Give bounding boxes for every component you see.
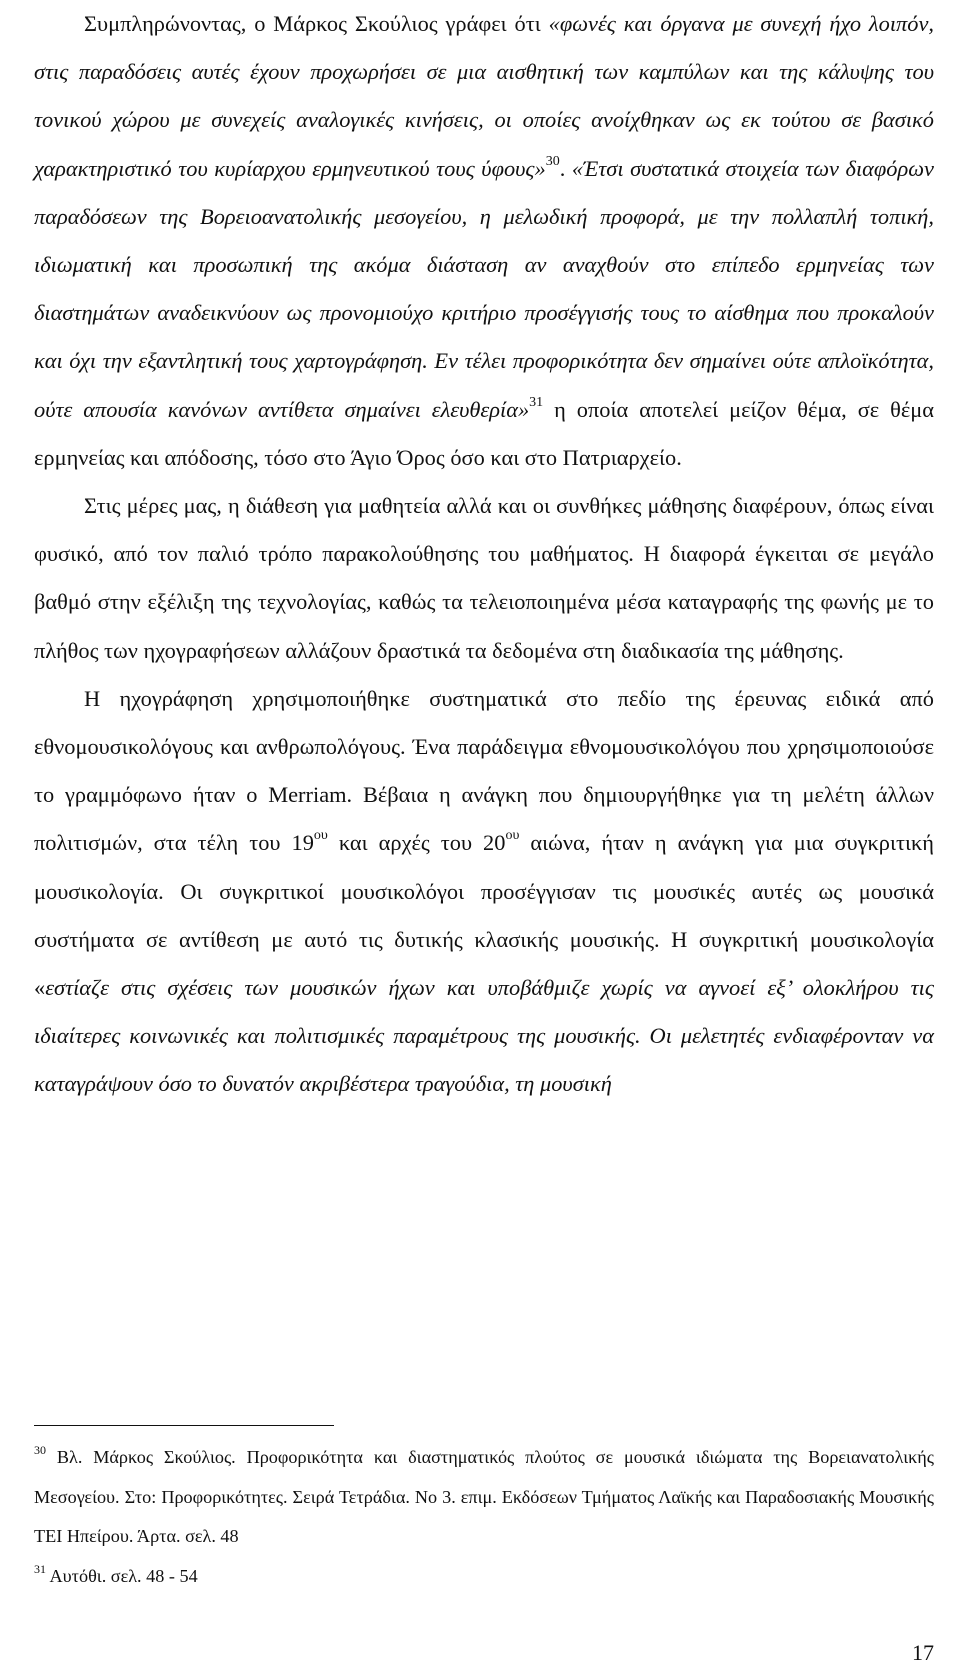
paragraph-2 [34,482,934,675]
ordinal-suffix: ου [313,828,328,844]
text-run: Συμπληρώνοντας, ο Μάρκος Σκούλιος γράφει ότι [84,11,549,36]
footnote-number: 31 [34,1561,46,1576]
quote-comparative-musicology: εστίαζε στις σχέσεις των μουσικών ήχων και υποβάθμιζε χωρίς να αγνοεί εξ’ ολοκλήρου τις ιδιαίτερες κοινωνικές και πολιτισμικές παραμέτρους της μουσικής. Οι μελετητές ενδιαφέρονταν να καταγράψουν όσο το δυνατόν ακριβέστερα τραγούδια, τη μουσική [34,975,934,1097]
page-number: 17 [912,1640,934,1665]
quote-skoulios-part2: «Έτσι συστατικά στοιχεία των διαφόρων παραδόσεων της Βορειοανατολικής μεσογείου, η μελωδική προφορά, με την πολλαπλή τοπική, ιδιωματική και προσωπική της ακόμα διάσταση αν αναχθούν στο επίπεδο ερμηνείας των διαστημάτων αναδεικνύουν ως προνομιούχο κριτήριο προσέγγισής τους το αίσθημα που προκαλούν και όχι την εξαντλητική τους χαρτογράφηση. Εν τέλει προφορικότητα δεν σημαίνει ούτε απλοϊκότητα, ούτε απουσία κανόνων αντίθετα σημαίνει ελευθερία» [34,155,934,422]
quote-skoulios-part1: «φωνές και όργανα με συνεχή ήχο λοιπόν, στις παραδόσεις αυτές έχουν προχωρήσει σε μια αισθητική των καμπύλων και της κάλυψης του τονικού χώρου με συνεχείς αναλογικές κινήσεις, οι οποίες ανοίχθηκαν ως εκ τούτου σε βασικό χαρακτηριστικό του κυρίαρχου ερμηνευτικού τους ύφους» [34,11,934,181]
ordinal-suffix: ου [505,828,520,844]
text-run: Στις μέρες μας, η διάθεση για μαθητεία αλλά και οι συνθήκες μάθησης διαφέρουν, όπως είναι φυσικό, από τον παλιό τρόπο παρακολούθησης του μαθήματος. Η διαφορά έγκειται σε μεγάλο βαθμό στην εξέλιξη της τεχνολογίας, καθώς τα τελειοποιημένα μέσα καταγραφής της φωνής με το πλήθος των ηχογραφήσεων αλλάζουν δραστικά τα δεδομένα στη διαδικασία της μάθησης. [34,493,934,663]
text-run: . [559,155,572,181]
footnote-text: Αυτόθι. σελ. 48 - 54 [49,1565,198,1586]
footnote-number: 30 [34,1443,46,1457]
footnote-separator [34,1425,334,1426]
footnote-ref-31[interactable]: 31 [529,394,544,410]
footnote-30 [34,1438,934,1557]
text-run: Η ηχογράφηση χρησιμοποιήθηκε συστηματικά στο πεδίο της έρευνας ειδικά από εθνομουσικολόγους και ανθρωπολόγους. Ένα παράδειγμα εθνομουσικολόγου που χρησιμοποιούσε το γραμμόφωνο ήταν ο Merriam. Βέβαια η ανάγκη που δημιουργήθηκε για τη μελέτη άλλων πολιτισμών, στα τέλη του 19 [34,685,934,856]
footnote-ref-30[interactable]: 30 [545,153,560,169]
footnote-text: Βλ. Μάρκος Σκούλιος. Προφορικότητα και διαστηματικός πλούτος σε μουσικά ιδιώματα της Βορειανατολικής Μεσογείου. Στο: Προφορικότητες. Σειρά Τετράδια. Νο 3. επιμ. Εκδόσεων Τμήματος Λαϊκής και Παραδοσιακής Μουσικής ΤΕΙ Ηπείρου. Άρτα. σελ. 48 [34,1447,934,1546]
text-run: και αρχές του 20 [327,830,506,856]
paragraph-3 [34,675,934,1109]
footnotes [34,1438,934,1596]
body-text [34,0,934,1109]
text-run: αιώνα, ήταν η ανάγκη για μια συγκριτική μουσικολογία. Οι συγκριτικοί μουσικολόγοι προσέγγισαν τις μουσικές αυτές ως μουσικά συστήματα σε αντίθεση με αυτό τις δυτικής κλασικής μουσικής. Η συγκριτική μουσικολογία « [34,830,934,1001]
paragraph-1 [34,0,934,482]
text-run: η οποία αποτελεί μείζον θέμα, σε θέμα ερμηνείας και απόδοσης, τόσο στο Άγιο Όρος όσο και στο Πατριαρχείο. [34,396,934,470]
footnote-31 [34,1557,934,1597]
